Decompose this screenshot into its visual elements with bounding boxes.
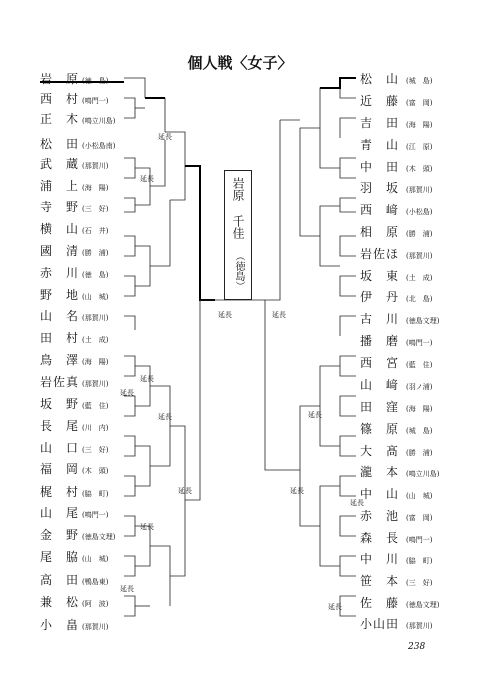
player-entry (360, 202, 460, 216)
player-name: 兼 松 (40, 595, 80, 609)
player-name: 笹 本 (360, 574, 400, 588)
player-entry (360, 159, 460, 173)
player-name: 西 﨑 (360, 203, 400, 217)
extension-label: 延長 (120, 389, 134, 397)
player-school: (木 頭) (82, 467, 109, 475)
extension-label: 延長 (328, 603, 342, 611)
player-entry (40, 617, 140, 631)
player-school: (三 好) (82, 205, 109, 213)
player-name: 中 山 (360, 487, 400, 501)
player-name: 松 田 (40, 137, 80, 151)
player-name: 横 山 (40, 222, 80, 236)
champion-box (224, 170, 252, 300)
player-name: 青 山 (360, 138, 400, 152)
player-school: (三 好) (82, 446, 109, 454)
player-entry (40, 330, 140, 344)
champion-given-name: 千佳 (231, 215, 245, 239)
player-name: 尾 脇 (40, 550, 80, 564)
player-name: 大 髙 (360, 444, 400, 458)
player-entry (40, 461, 140, 475)
player-name: 山 名 (40, 309, 80, 323)
extension-label: 延長 (308, 411, 322, 419)
player-entry (360, 137, 460, 151)
player-entry (40, 111, 140, 125)
player-name: 吉 田 (360, 116, 400, 130)
player-entry (360, 421, 460, 435)
player-entry (40, 243, 140, 257)
player-entry (40, 178, 140, 192)
player-entry (360, 399, 460, 413)
extension-label: 延長 (218, 311, 232, 319)
player-school: (徳 島) (82, 271, 109, 279)
player-name: 福 岡 (40, 462, 80, 476)
player-school: (鳴立川島) (406, 470, 440, 478)
player-school: (勝 浦) (406, 230, 433, 238)
player-entry (40, 505, 140, 519)
player-name: 田 窪 (360, 400, 400, 414)
player-name: 西 村 (40, 92, 80, 106)
player-name: 武 蔵 (40, 157, 80, 171)
player-school: (徳島文理) (406, 601, 440, 609)
player-name: 正 木 (40, 112, 80, 126)
player-school: (土 成) (82, 336, 109, 344)
player-school: (徳 島) (82, 77, 109, 85)
player-name: 赤 池 (360, 509, 400, 523)
player-entry (40, 352, 140, 366)
player-entry (40, 71, 140, 85)
player-name: 小山田 (360, 617, 400, 631)
player-entry (40, 308, 140, 322)
player-school: (勝 浦) (406, 449, 433, 457)
player-entry (360, 311, 460, 325)
extension-label: 延長 (158, 413, 172, 421)
player-name: 野 地 (40, 288, 80, 302)
player-name: 中 川 (360, 552, 400, 566)
player-school: (徳島文理) (406, 317, 440, 325)
extension-label: 延長 (350, 499, 364, 507)
player-school: (石 井) (82, 227, 109, 235)
player-entry (360, 508, 460, 522)
player-entry (40, 527, 140, 541)
player-name: 梶 村 (40, 485, 80, 499)
player-entry (360, 180, 460, 194)
player-school: (小松島) (406, 208, 433, 216)
player-entry (40, 594, 140, 608)
player-entry (360, 355, 460, 369)
player-name: 鳥 澤 (40, 353, 80, 367)
player-name: 高 田 (40, 573, 80, 587)
player-school: (富 岡) (406, 99, 433, 107)
player-entry (40, 91, 140, 105)
extension-label: 延長 (158, 133, 172, 141)
player-name: 國 清 (40, 244, 80, 258)
player-name: 中 田 (360, 160, 400, 174)
player-name: 伊 丹 (360, 290, 400, 304)
player-entry (360, 530, 460, 544)
extension-label: 延長 (290, 487, 304, 495)
player-name: 山 口 (40, 441, 80, 455)
player-name: 坂 東 (360, 269, 400, 283)
player-name: 坂 野 (40, 397, 80, 411)
player-school: (富 岡) (406, 514, 433, 522)
player-school: (那賀川) (82, 623, 109, 631)
player-entry (40, 136, 140, 150)
player-school: (那賀川) (82, 380, 109, 388)
champion-school: （徳島） (233, 251, 244, 291)
extension-label: 延長 (120, 585, 134, 593)
player-entry (360, 616, 460, 630)
player-school: (勝 浦) (82, 249, 109, 257)
player-entry (360, 93, 460, 107)
player-name: 長 尾 (40, 419, 80, 433)
player-entry (40, 484, 140, 498)
page-number: 238 (408, 642, 426, 652)
player-school: (那賀川) (82, 314, 109, 322)
player-name: 岩佐真 (40, 375, 80, 389)
player-entry (360, 443, 460, 457)
player-name: 山 﨑 (360, 378, 400, 392)
player-name: 播 磨 (360, 334, 400, 348)
player-school: (鳴門一) (406, 536, 433, 544)
player-school: (藍 住) (406, 361, 433, 369)
player-entry (40, 418, 140, 432)
extension-label: 延長 (140, 175, 154, 183)
player-name: 古 川 (360, 312, 400, 326)
player-school: (山 城) (406, 492, 433, 500)
player-school: (川 内) (82, 424, 109, 432)
player-entry (360, 486, 460, 500)
player-school: (城 島) (406, 427, 433, 435)
player-school: (藍 住) (82, 402, 109, 410)
extension-label: 延長 (272, 311, 286, 319)
player-school: (海 陽) (82, 358, 109, 366)
player-name: 小 畠 (40, 618, 80, 632)
player-entry (360, 224, 460, 238)
player-school: (小松島南) (82, 142, 116, 150)
player-name: 岩 原 (40, 72, 80, 86)
player-school: (城 島) (406, 77, 433, 85)
player-entry (360, 115, 460, 129)
player-name: 寺 野 (40, 200, 80, 214)
player-school: (海 陽) (406, 405, 433, 413)
player-entry (360, 268, 460, 282)
player-entry (360, 71, 460, 85)
player-name: 浦 上 (40, 179, 80, 193)
player-school: (那賀川) (406, 186, 433, 194)
player-entry (40, 156, 140, 170)
player-school: (那賀川) (406, 622, 433, 630)
player-school: (阿 波) (82, 600, 109, 608)
player-school: (山 城) (82, 555, 109, 563)
player-name: 相 原 (360, 225, 400, 239)
player-school: (脇 町) (82, 490, 109, 498)
player-entry (360, 573, 460, 587)
player-school: (江 原) (406, 143, 433, 151)
player-entry (360, 551, 460, 565)
player-entry (360, 246, 460, 260)
extension-label: 延長 (140, 523, 154, 531)
player-name: 羽 坂 (360, 181, 400, 195)
player-name: 赤 川 (40, 266, 80, 280)
player-school: (那賀川) (406, 252, 433, 260)
player-name: 瀧 本 (360, 465, 400, 479)
player-school: (土 成) (406, 274, 433, 282)
player-school: (鴨島東) (82, 578, 109, 586)
player-school: (鳴立川島) (82, 117, 116, 125)
player-name: 田 村 (40, 331, 80, 345)
player-school: (脇 町) (406, 557, 433, 565)
player-entry (40, 265, 140, 279)
extension-label: 延長 (178, 487, 192, 495)
page-title: 個人戦〈女子〉 (187, 54, 293, 72)
player-entry (360, 464, 460, 478)
player-name: 西 宮 (360, 356, 400, 370)
player-entry (40, 221, 140, 235)
player-school: (鳴門一) (82, 511, 109, 519)
player-name: 佐 藤 (360, 596, 400, 610)
player-name: 森 長 (360, 531, 400, 545)
player-name: 篠 原 (360, 422, 400, 436)
player-school: (山 城) (82, 293, 109, 301)
player-name: 金 野 (40, 528, 80, 542)
player-school: (木 頭) (406, 165, 433, 173)
extension-label: 延長 (140, 375, 154, 383)
player-school: (三 好) (406, 579, 433, 587)
player-school: (鳴門一) (82, 97, 109, 105)
player-school: (那賀川) (82, 162, 109, 170)
player-school: (海 陽) (406, 121, 433, 129)
player-school: (海 陽) (82, 184, 109, 192)
player-school: (羽ノ浦) (406, 383, 433, 391)
player-entry (40, 549, 140, 563)
player-school: (徳島文理) (82, 533, 116, 541)
player-entry (360, 377, 460, 391)
player-name: 近 藤 (360, 94, 400, 108)
player-school: (北 島) (406, 295, 433, 303)
champion-surname: 岩原 (231, 177, 245, 201)
player-entry (40, 287, 140, 301)
player-entry (40, 199, 140, 213)
player-entry (40, 440, 140, 454)
player-name: 岩佐ほ (360, 247, 400, 261)
player-name: 山 尾 (40, 506, 80, 520)
player-entry (360, 333, 460, 347)
player-entry (360, 289, 460, 303)
player-entry (360, 595, 460, 609)
player-school: (鳴門一) (406, 339, 433, 347)
player-name: 松 山 (360, 72, 400, 86)
